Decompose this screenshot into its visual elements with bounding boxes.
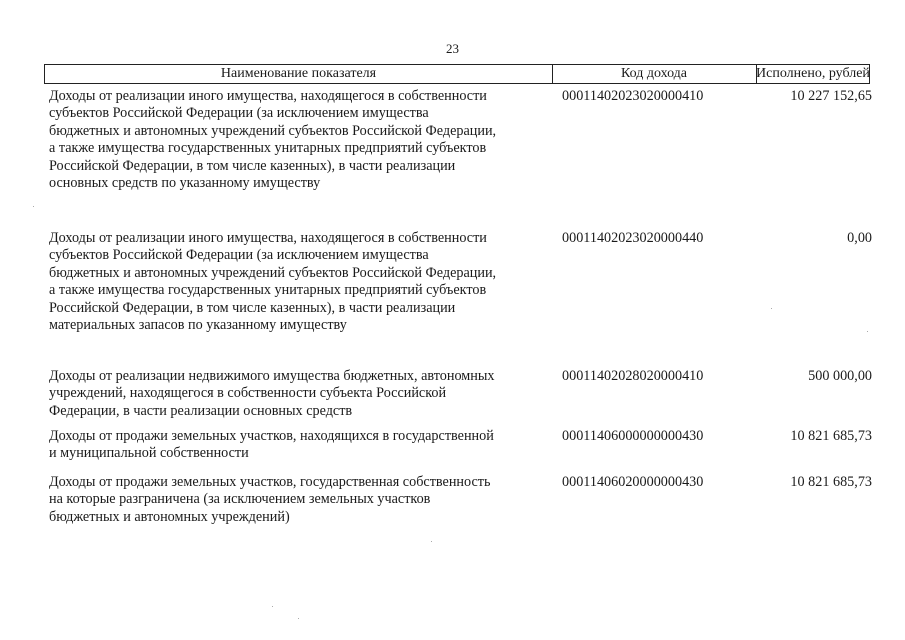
row-name: Доходы от продажи земельных участков, находящихся в государственной и муниципальной собственности — [49, 428, 494, 462]
row-name: Доходы от реализации недвижимого имущества бюджетных, автономных учреждений, находящегося в собственности субъекта Российской Федерации, в части реализации основных средств — [49, 368, 495, 419]
scan-speck — [33, 206, 34, 207]
column-header-name: Наименование показателя — [45, 65, 553, 83]
scan-speck — [298, 618, 299, 619]
scan-speck — [771, 308, 772, 309]
row-amount: 10 227 152,65 — [790, 88, 872, 104]
row-code: 00011406020000000430 — [562, 474, 704, 490]
row-code: 00011406000000000430 — [562, 428, 704, 444]
row-amount: 10 821 685,73 — [790, 474, 872, 490]
row-code: 00011402023020000410 — [562, 88, 704, 104]
row-code: 00011402023020000440 — [562, 230, 704, 246]
column-header-amount: Исполнено, рублей — [756, 66, 870, 81]
row-name: Доходы от продажи земельных участков, государственная собственность на которые разграничена (за исключением земельных участков бюджетных и автономных учреждений) — [49, 474, 491, 525]
row-amount: 500 000,00 — [808, 368, 872, 384]
scan-speck — [431, 541, 432, 542]
row-amount: 10 821 685,73 — [790, 428, 872, 444]
scan-speck — [867, 331, 868, 332]
row-code: 00011402028020000410 — [562, 368, 704, 384]
column-header-code: Код дохода — [552, 65, 757, 83]
row-name: Доходы от реализации иного имущества, находящегося в собственности субъектов Российской Федерации (за исключением имущества бюджетных и автономных учреждений субъектов Российской Федерации, а также имущества государственных унитарных предприятий субъектов Российской Федерации, в том числе казенных), в части реализации основных средств по указанному имуществу — [49, 88, 497, 192]
scan-speck — [272, 606, 273, 607]
row-name: Доходы от реализации иного имущества, находящегося в собственности субъектов Российской Федерации (за исключением имущества бюджетных и автономных учреждений субъектов Российской Федерации, а также имущества государственных унитарных предприятий субъектов Российской Федерации, в том числе казенных), в части реализации материальных запасов по указанному имуществу — [49, 230, 497, 334]
table-header — [44, 64, 870, 84]
row-amount: 0,00 — [847, 230, 872, 246]
page-number: 23 — [446, 41, 459, 56]
